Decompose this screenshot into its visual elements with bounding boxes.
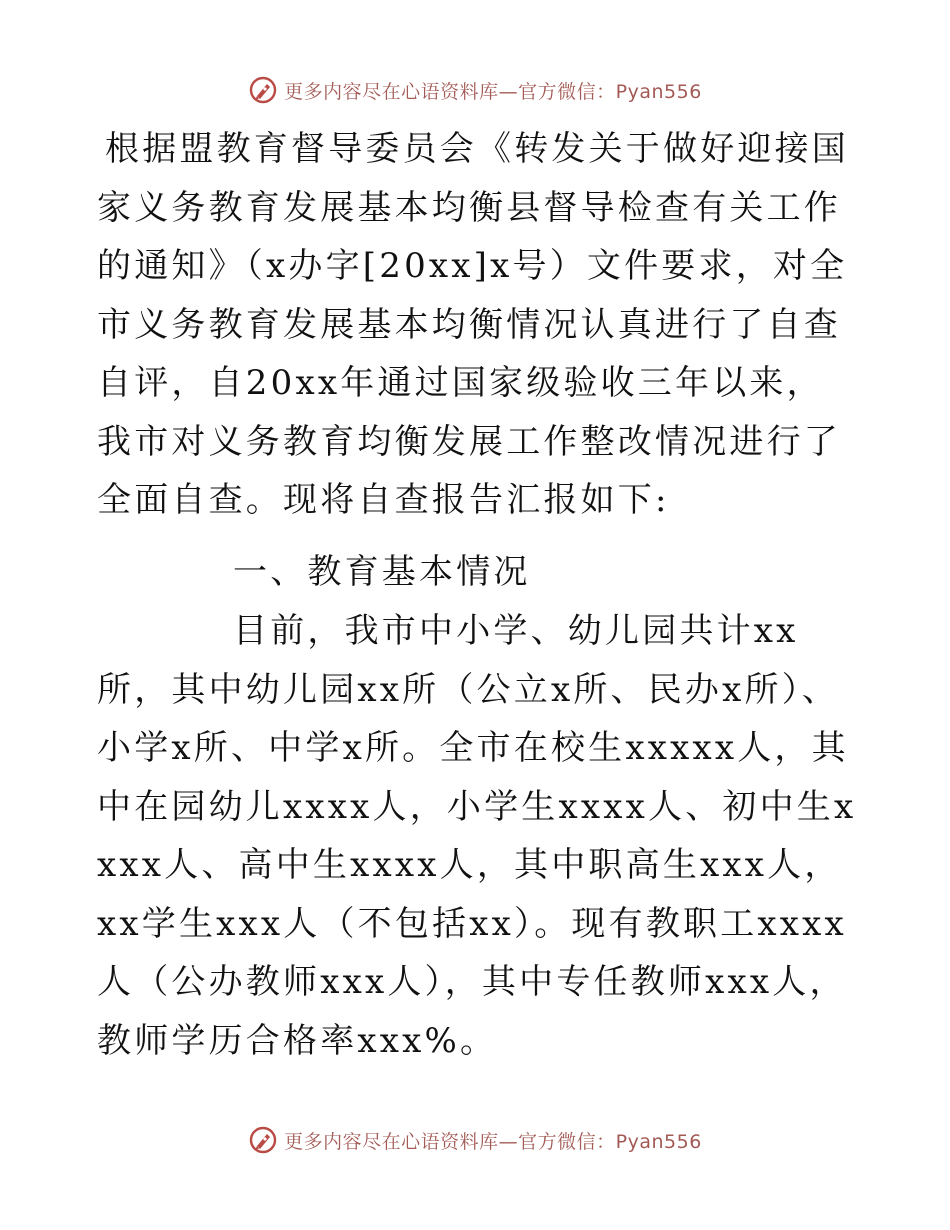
pen-nib-logo-icon [248, 75, 278, 105]
body-paragraph: 目前，我市中小学、幼儿园共计xx所，其中幼儿园xx所（公立x所、民办x所）、小学x所、中学x所。全市在校生xxxxx人，其中在园幼儿xxxx人，小学生xxxx人、初中生xxxx人、高中生xxxx人，其中职高生xxx人，xx学生xxx人（不包括xx）。现有教职工xxxx人（公办教师xxx人），其中专任教师xxx人，教师学历合格率xxx%。 [97, 611, 857, 1061]
footer-banner [0, 1123, 950, 1157]
header-banner [0, 73, 950, 107]
header-banner-text: 更多内容尽在心语资料库—官方微信：Pyan556 [284, 80, 702, 103]
document-body [97, 120, 857, 1070]
section-heading: 一、教育基本情况 [233, 551, 531, 592]
pen-nib-logo-icon [248, 1125, 278, 1155]
intro-paragraph: 根据盟教育督导委员会《转发关于做好迎接国家义务教育发展基本均衡县督导检查有关工作的通知》（x办字[20xx]x号）文件要求，对全市义务教育发展基本均衡情况认真进行了自查自评，自20xx年通过国家级验收三年以来，我市对义务教育均衡发展工作整改情况进行了全面自查。现将自查报告汇报如下: [97, 129, 849, 520]
footer-banner-text: 更多内容尽在心语资料库—官方微信：Pyan556 [284, 1130, 702, 1153]
